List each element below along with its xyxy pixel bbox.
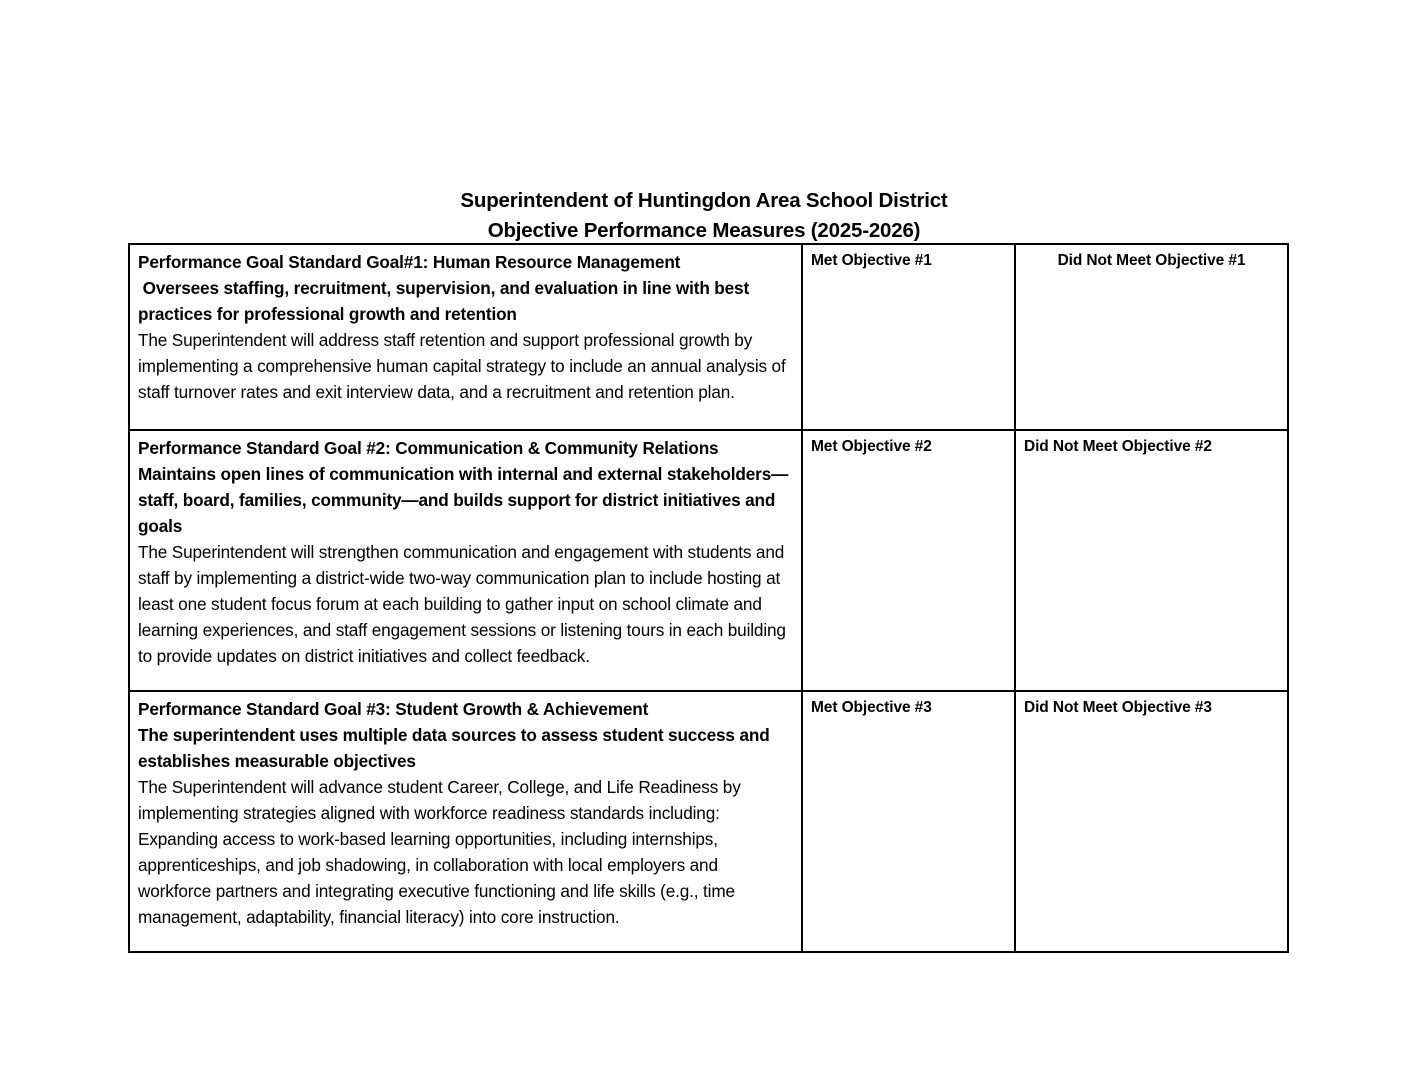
goal-description: The Superintendent will address staff retention and support professional growth by implementing a comprehensive human capital strategy to include an annual analysis of staff turnover rates and exit interview data, and a recruitment and retention plan. (138, 330, 786, 402)
goal-description: The Superintendent will strengthen communication and engagement with students and staff by implementing a district-wide two-way communication plan to include hosting at least one student focus forum at each building to gather input on school climate and learning experiences, and staff engagement sessions or listening tours in each building to provide updates on district initiatives and collect feedback. (138, 542, 786, 666)
not-met-objective-cell[interactable] (1015, 244, 1288, 430)
goal-title: Performance Goal Standard Goal#1: Human Resource Management (138, 252, 681, 272)
document-title (0, 186, 1408, 246)
goal-standard: Oversees staffing, recruitment, supervision, and evaluation in line with best practices for professional growth and retention (138, 278, 754, 324)
table-row (129, 430, 1288, 691)
goal-standard: The superintendent uses multiple data sources to assess student success and establishes measurable objectives (138, 725, 770, 771)
met-objective-label: Met Objective #1 (811, 252, 932, 269)
performance-goals-table (128, 243, 1289, 953)
met-objective-cell[interactable] (802, 430, 1015, 691)
title-line-1: Superintendent of Huntingdon Area School District (460, 189, 948, 212)
table-row (129, 691, 1288, 952)
goal-title: Performance Standard Goal #3: Student Growth & Achievement (138, 699, 649, 719)
met-objective-cell[interactable] (802, 244, 1015, 430)
goal-description: The Superintendent will advance student Career, College, and Life Readiness by implementing strategies aligned with workforce readiness standards including: Expanding access to work-based learning opportunities, including internships, apprenticeships, and job shadowing, in collaboration with local employers and workforce partners and integrating executive functioning and life skills (e.g., time management, adaptability, financial literacy) into core instruction. (138, 777, 741, 927)
met-objective-label: Met Objective #2 (811, 438, 932, 455)
goal-cell (129, 430, 802, 691)
goal-cell (129, 244, 802, 430)
not-met-objective-label: Did Not Meet Objective #2 (1024, 438, 1212, 455)
title-line-2: Objective Performance Measures (2025-2026) (487, 219, 921, 242)
met-objective-cell[interactable] (802, 691, 1015, 952)
not-met-objective-cell[interactable] (1015, 691, 1288, 952)
not-met-objective-cell[interactable] (1015, 430, 1288, 691)
met-objective-label: Met Objective #3 (811, 699, 932, 716)
not-met-objective-label: Did Not Meet Objective #1 (1057, 252, 1246, 269)
goal-title: Performance Standard Goal #2: Communication & Community Relations (138, 438, 719, 458)
goal-cell (129, 691, 802, 952)
table-row (129, 244, 1288, 430)
not-met-objective-label: Did Not Meet Objective #3 (1024, 699, 1212, 716)
goal-standard: Maintains open lines of communication with internal and external stakeholders—staff, board, families, community—and builds support for district initiatives and goals (138, 464, 789, 536)
